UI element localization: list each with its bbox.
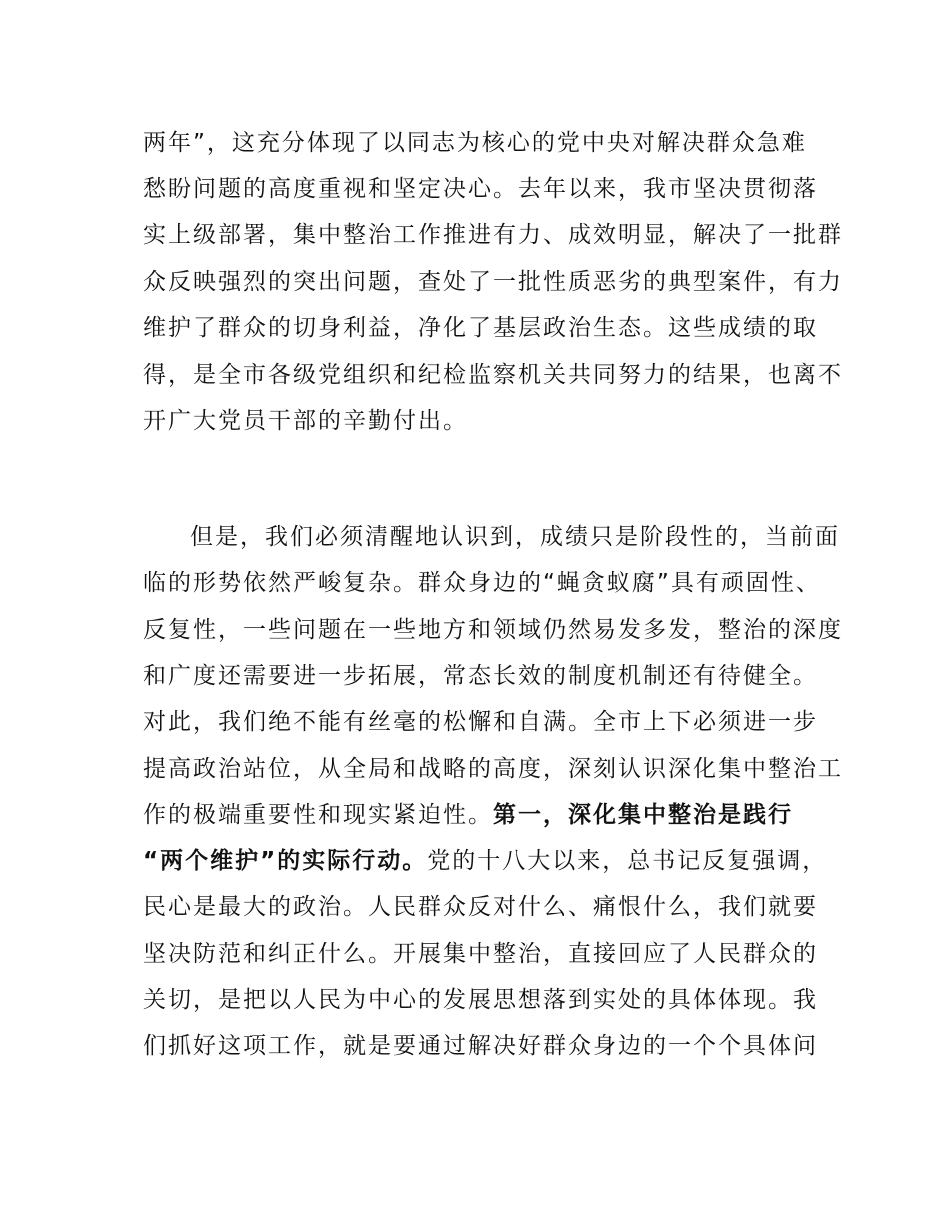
text-line: 但是，我们必须清醒地认识到，成绩只是阶段性的，当前面: [190, 524, 840, 550]
text-line: 和广度还需要进一步拓展，常态长效的制度机制还有待健全。: [143, 663, 818, 689]
text-line: 们抓好这项工作，就是要通过解决好群众身边的一个个具体问: [143, 1033, 818, 1059]
text-line: 反复性，一些问题在一些地方和领域仍然易发多发，整治的深度: [143, 617, 843, 643]
text-line: 维护了群众的切身利益，净化了基层政治生态。这些成绩的取: [143, 315, 818, 341]
text-line: 临的形势依然严峻复杂。群众身边的“蝇贪蚁腐”具有顽固性、: [143, 570, 821, 596]
text-line: 民心是最大的政治。人民群众反对什么、痛恨什么，我们就要: [143, 894, 818, 920]
text-segment: 党的十八大以来，总书记反复强调，: [427, 848, 828, 874]
text-line: [143, 792, 793, 838]
text-line: 坚决防范和纠正什么。开展集中整治，直接回应了人民群众的: [143, 941, 818, 967]
bold-heading-segment: 第一，深化集中整治是践行: [493, 802, 793, 828]
bold-heading-segment: “两个维护”的实际行动。: [143, 848, 428, 874]
text-line: [143, 838, 827, 884]
text-line: 得，是全市各级党组织和纪检监察机关共同努力的结果，也离不: [143, 362, 843, 388]
text-line: 愁盼问题的高度重视和坚定决心。去年以来，我市坚决贯彻落: [143, 176, 818, 202]
text-line: 关切，是把以人民为中心的发展思想落到实处的具体体现。我: [143, 987, 818, 1013]
text-line: 提高政治站位，从全局和战略的高度，深刻认识深化集中整治工: [143, 756, 843, 782]
text-line: 众反映强烈的突出问题，查处了一批性质恶劣的典型案件，有力: [143, 269, 843, 295]
text-line: 两年”，这充分体现了以同志为核心的党中央对解决群众急难: [143, 130, 807, 156]
text-segment: 作的极端重要性和现实紧迫性。: [143, 802, 493, 828]
text-line: 对此，我们绝不能有丝毫的松懈和自满。全市上下必须进一步: [143, 709, 818, 735]
text-line: 开广大党员干部的辛勤付出。: [143, 408, 468, 434]
text-line: 实上级部署，集中整治工作推进有力、成效明显，解决了一批群: [143, 222, 843, 248]
